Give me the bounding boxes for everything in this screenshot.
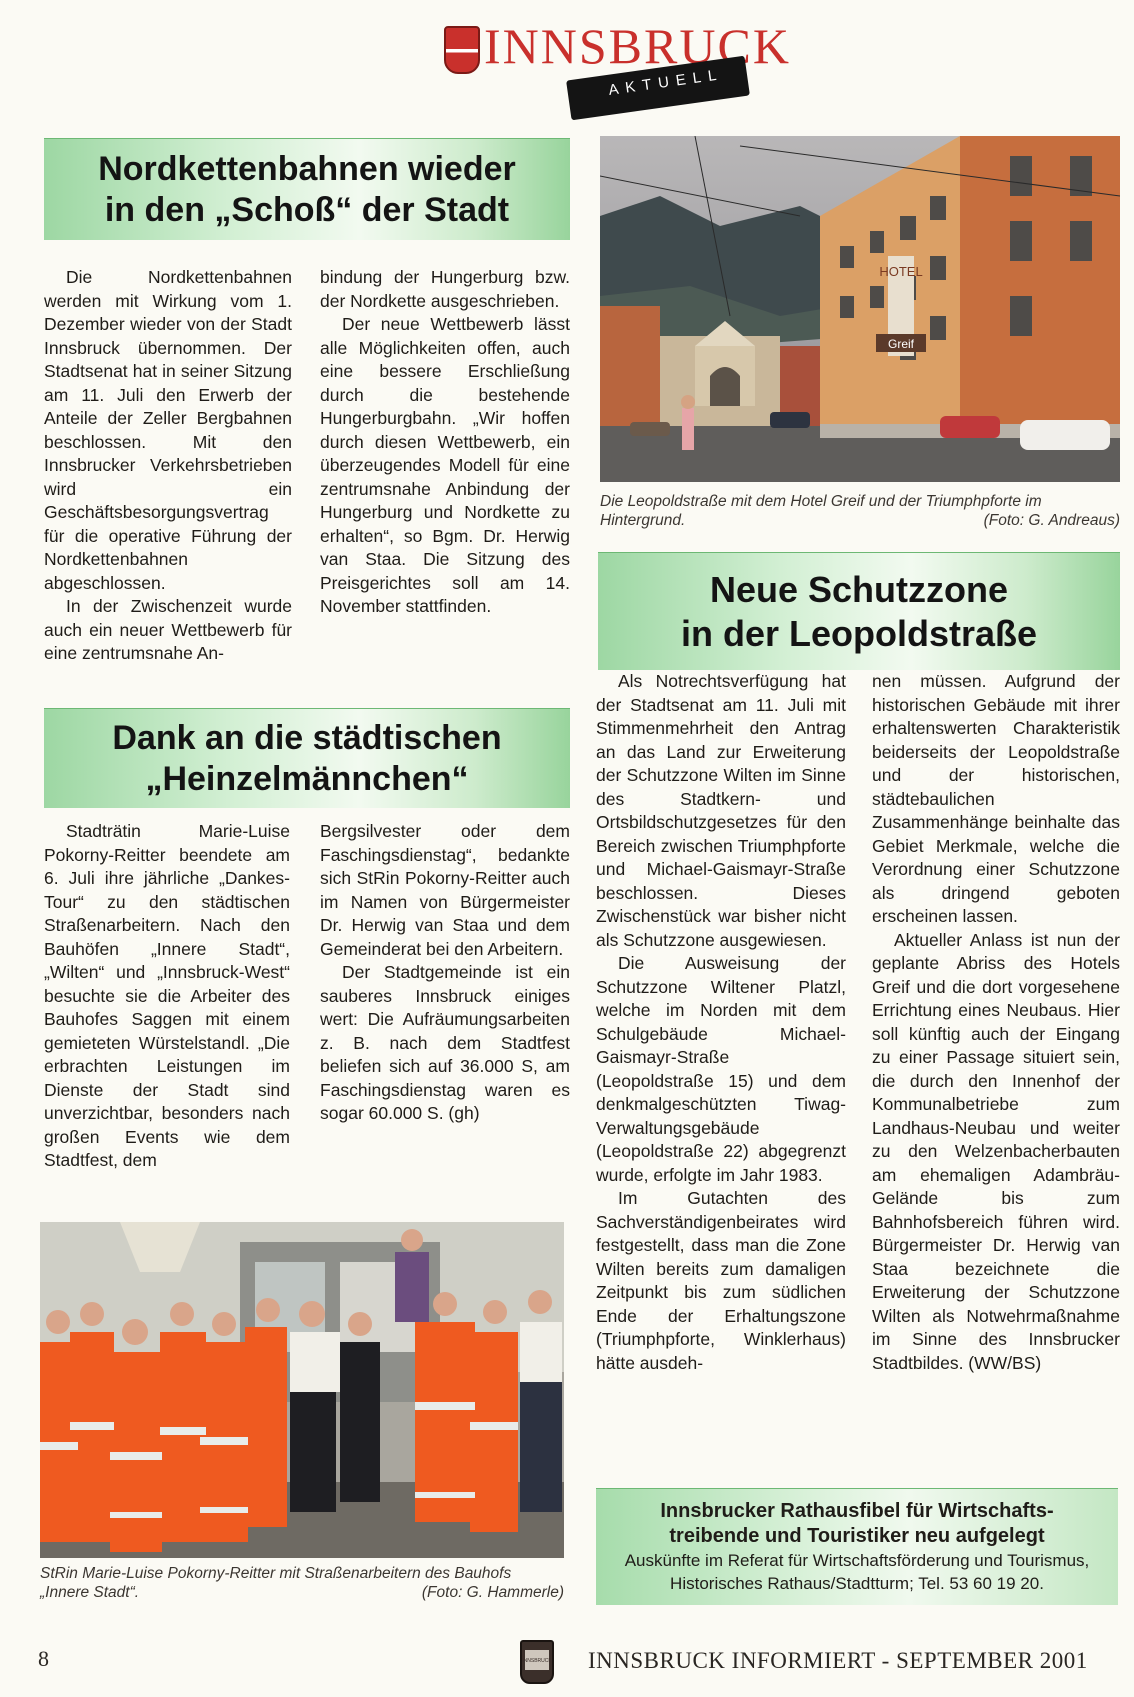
article1-headline-box: [44, 138, 570, 240]
workers-photo-credit: (Foto: G. Hammerle): [421, 1584, 564, 1601]
street-caption-text: Die Leopoldstraße mit dem Hotel Greif und der Triumphpforte im Hintergrund.: [600, 493, 1042, 529]
footer-crest-label: INNSBRUCK: [522, 1658, 552, 1664]
article1-column-2: [320, 266, 570, 698]
article2-paragraph: Bergsilvester oder dem Faschingsdienstag“, bedankte sich StRin Pokorny-Reitter auch im Namen von Bürgermeister Dr. Herwig van Staa und dem Gemeinderat bei den Arbeitern.: [320, 821, 570, 959]
info-box-title: Innsbrucker Rathausfibel für Wirtschafts- treibende und Touristiker neu aufgelegt: [660, 1500, 1054, 1547]
article2-paragraph: Stadträtin Marie-Luise Pokorny-Reitter beendete am 6. Juli ihre jährliche „Dankes-Tour“ zu den städtischen Straßenarbeitern. Nach den Bauhöfen „Innere Stadt“, „Wilten“ und „Innsbruck-West“ besuchte sie die Arbeiter des Bauhofes Saggen mit einem gemieteten Würstelstandl. „Die erbrachten Leistungen im Dienste der Stadt sind unverzichtbar, besonders nach großen Events wie dem Stadtfest, dem: [44, 821, 290, 1170]
street-photo: [600, 136, 1120, 482]
article2-column-2: [320, 820, 570, 1206]
article2-paragraph: Der Stadtgemeinde ist ein sauberes Innsbruck einiges wert: Die Aufräumungsarbeiten z. B. nach dem Stadtfest beliefen sich auf 36.000 S, am Faschingsdienstag waren es sogar 60.000 S. (gh): [320, 962, 570, 1123]
article1-paragraph: Die Nordkettenbahnen werden mit Wirkung vom 1. Dezember wieder von der Stadt Innsbruck übernommen. Der Stadtsenat hat in seiner Sitzung am 11. Juli den Erwerb der Anteile der Zeller Bergbahnen beschlossen. Mit den Innsbrucker Verkehrsbetrieben wird ein Geschäftsbesorgungsvertrag für die operative Führung der Nordkettenbahnen abgeschlossen.: [44, 267, 292, 593]
masthead: [440, 12, 791, 112]
article3-headline-box: [598, 552, 1120, 670]
article2-headline: Dank an die städtischen „Heinzelmännchen“: [112, 718, 502, 798]
page-number: 8: [38, 1646, 49, 1671]
article2-headline-box: [44, 708, 570, 808]
footer-publication: INNSBRUCK INFORMIERT - SEPTEMBER 2001: [588, 1648, 1088, 1673]
masthead-subtitle: AKTUELL: [607, 66, 725, 99]
masthead-title: INNSBRUCK: [484, 18, 791, 74]
article3-column-2: [872, 670, 1120, 1478]
article1-paragraph: Der neue Wettbewerb lässt alle Möglichkeiten offen, auch eine bessere Erschließung durch die bestehende Hungerburgbahn. „Wir hoffen durch diesen Wettbewerb, ein überzeugendes Modell für eine zentrumsnahe Anbindung der Hungerburg und Nordkette zu erhalten“, so Bgm. Dr. Herwig van Staa. Die Sitzung des Preisgerichtes soll am 14. November stattfinden.: [320, 314, 570, 616]
article1-headline: Nordkettenbahnen wieder in den „Schoß“ der Stadt: [98, 149, 516, 229]
article3-paragraph: Die Ausweisung der Schutzzone Wiltener Platzl, welche im Norden mit dem Schulgebäude Michael-Gaismayr-Straße (Leopoldstraße 15) und dem denkmalgeschützten Tiwag-Verwaltungsgebäude (Leopoldstraße 22) abgegrenzt wurde, erfolgte im Jahr 1983.: [596, 953, 846, 1185]
article1-paragraph: bindung der Hungerburg bzw. der Nordkette ausgeschrieben.: [320, 267, 570, 311]
article1-paragraph: In der Zwischenzeit wurde auch ein neuer Wettbewerb für eine zentrumsnahe An-: [44, 596, 292, 663]
article3-paragraph: Im Gutachten des Sachverständigenbeirates wird festgestellt, dass man die Zone Wilten bereits zum damaligen Zeitpunkt bis zum südlichen Ende der Erhaltungszone (Triumphpforte, Winklerhaus) hätte ausdeh-: [596, 1188, 846, 1373]
info-box-text: Auskünfte im Referat für Wirtschaftsförderung und Tourismus, Historisches Rathaus/Stadtturm; Tel. 53 60 19 20.: [624, 1551, 1090, 1593]
street-photo-caption: [600, 492, 1120, 530]
article3-paragraph: nen müssen. Aufgrund der historischen Gebäude mit ihrer erhaltenswerten Charakteristik beiderseits der Leopoldstraße und der historischen, städtebaulichen Zusammenhänge beinhalte das Gebiet Merkmale, welche die Verordnung einer Schutzzone als dringend geboten erscheinen lassen.: [872, 671, 1120, 926]
street-sign-hotel: HOTEL: [879, 264, 923, 279]
article3-paragraph: Als Notrechtsverfügung hat der Stadtsenat am 11. Juli mit Stimmenmehrheit den Antrag an das Land zur Erweiterung der Schutzzone Wilten im Sinne des Stadtkern- und Ortsbildschutzgesetzes für den Bereich zwischen Triumphpforte und Michael-Gaismayr-Straße beschlossen. Dieses Zwischenstück war bisher nicht als Schutzzone ausgewiesen.: [596, 671, 846, 950]
article3-column-1: [596, 670, 846, 1478]
city-crest-icon: [520, 1640, 554, 1684]
street-sign-greif: Greif: [887, 337, 915, 351]
workers-photo-caption: [40, 1564, 564, 1602]
article3-paragraph: Aktueller Anlass ist nun der geplante Abriss des Hotels Greif und die dort vorgesehene Errichtung eines Neubaus. Hier soll künftig auch der Eingang zu einer Passage situiert sein, die durch den Innenhof der Kommunalbetriebe zum Landhaus-Neubau und weiter zu den Welzenbacherbauten am ehemaligen Adambräu-Gelände bis zum Bahnhofsbereich führen wird. Bürgermeister Dr. Herwig van Staa bezeichnete die Erweiterung der Schutzzone Wilten als Notwehrmaßnahme im Sinne des Innsbrucker Stadtbildes. (WW/BS): [872, 929, 1120, 1373]
workers-photo: [40, 1222, 564, 1558]
city-crest-icon: [444, 26, 480, 74]
article1-column-1: [44, 266, 292, 698]
info-box: [596, 1488, 1118, 1605]
article2-column-1: [44, 820, 290, 1206]
article3-headline: Neue Schutzzone in der Leopoldstraße: [680, 569, 1038, 654]
workers-caption-text: StRin Marie-Luise Pokorny-Reitter mit Straßenarbeitern des Bauhofs „Innere Stadt“.: [40, 1565, 512, 1601]
street-photo-credit: (Foto: G. Andreaus): [983, 512, 1120, 529]
